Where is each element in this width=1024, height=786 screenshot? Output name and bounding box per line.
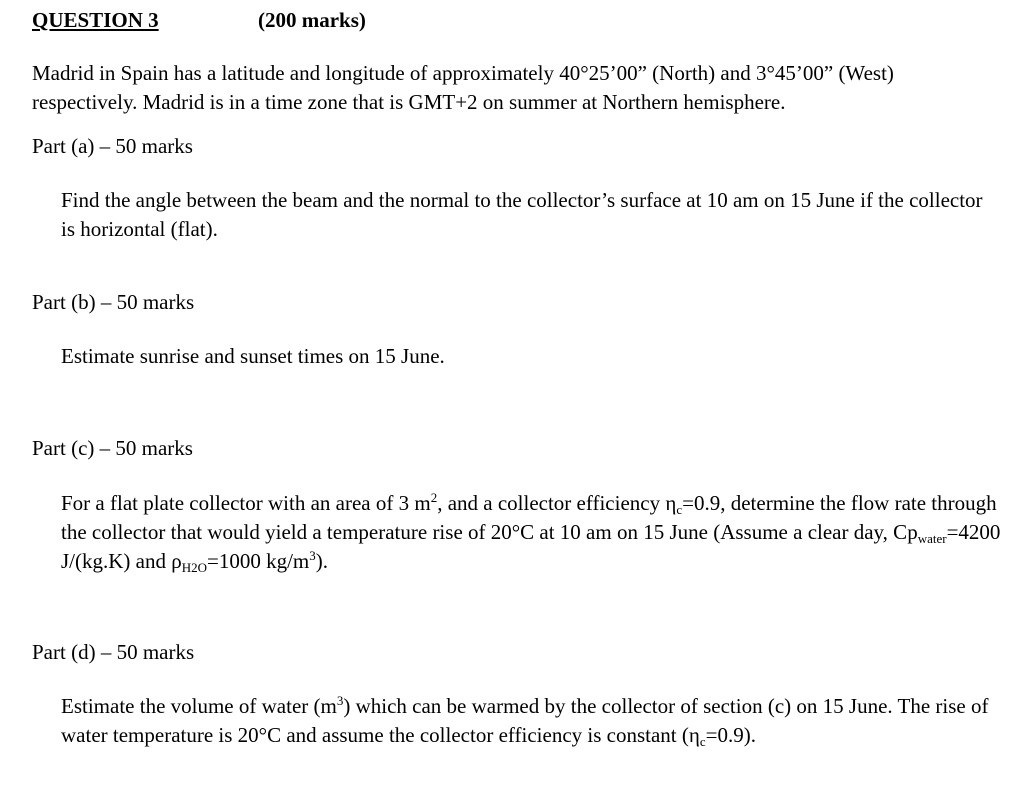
part-d-text-2: ) which can be warmed by the collector of section (c) on 15 June. The rise of water temperature is 20°C and assume the collector efficiency is constant (η xyxy=(61,694,989,747)
rho-subscript: H2O xyxy=(181,560,207,575)
intro-paragraph xyxy=(32,59,1000,117)
part-c-title: Part (c) – 50 marks xyxy=(32,436,193,460)
part-d-text-1: Estimate the volume of water (m xyxy=(61,694,337,718)
part-c-text-5: =1000 kg/m xyxy=(207,549,310,573)
part-a-text: Find the angle between the beam and the normal to the collector’s surface at 10 am on 15 June if the collector is horizontal (flat). xyxy=(61,188,983,241)
part-b-text: Estimate sunrise and sunset times on 15 June. xyxy=(61,344,445,368)
area-exponent: 2 xyxy=(430,490,438,505)
intro-line-1: Madrid in Spain has a latitude and longitude of approximately 40°25’00” (North) and 3°45’00” (West) xyxy=(32,61,894,85)
part-c-text xyxy=(61,489,1001,576)
part-a-title: Part (a) – 50 marks xyxy=(32,134,193,158)
part-c-text-2: , and a collector efficiency η xyxy=(437,491,677,515)
part-c-text-4: =4200 J/(kg.K) and ρ xyxy=(61,520,1001,573)
volume-unit-exponent: 3 xyxy=(336,693,344,708)
question-marks: (200 marks) xyxy=(258,8,366,32)
cp-subscript: water xyxy=(917,531,947,546)
part-d-text-3: =0.9). xyxy=(705,723,756,747)
efficiency-subscript-d: c xyxy=(699,734,706,749)
part-c-text-3: =0.9, determine the flow rate through the collector that would yield a temperature rise of 20°C at 10 am on 15 June (Assume a clear day, Cp xyxy=(61,491,997,544)
efficiency-subscript: c xyxy=(676,502,683,517)
volume-exponent: 3 xyxy=(309,548,316,563)
intro-line-2: respectively. Madrid is in a time zone that is GMT+2 on summer at Northern hemisphere. xyxy=(32,90,786,114)
part-d-title: Part (d) – 50 marks xyxy=(32,640,195,664)
question-number: QUESTION 3 xyxy=(32,8,159,32)
part-d-text xyxy=(61,692,1001,750)
part-c-text-6: ). xyxy=(315,549,329,573)
question-heading xyxy=(32,6,366,35)
part-c-text-1: For a flat plate collector with an area of 3 m xyxy=(61,491,431,515)
part-b-title: Part (b) – 50 marks xyxy=(32,290,195,314)
